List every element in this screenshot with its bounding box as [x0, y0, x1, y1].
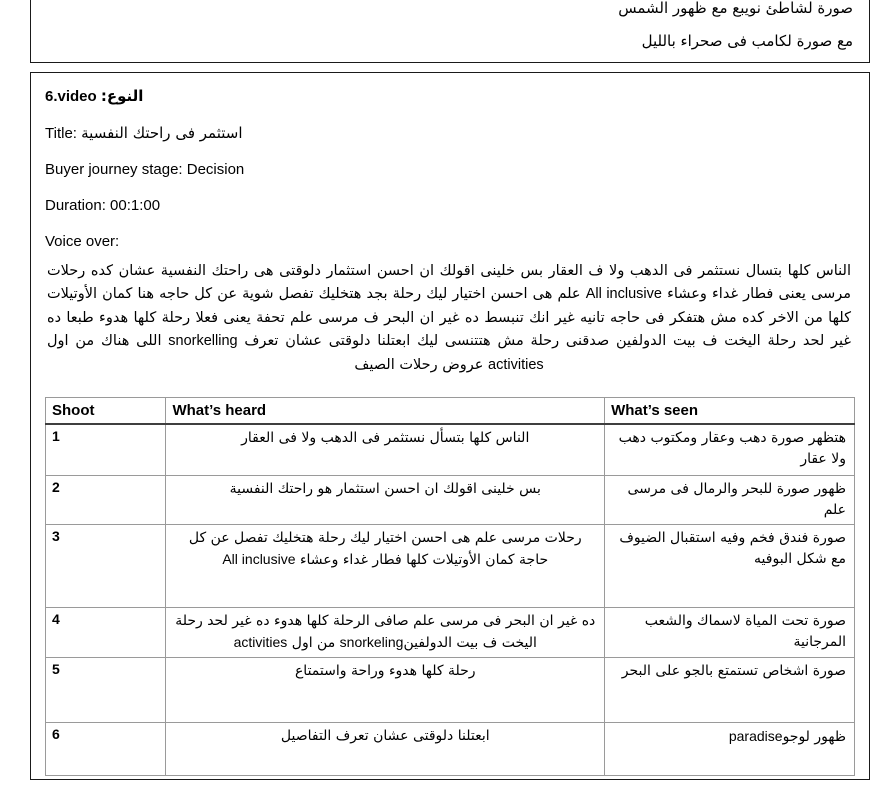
shoot-table-head: [46, 398, 855, 425]
cell-shoot-number: 6: [46, 723, 166, 776]
table-row: [46, 608, 855, 658]
cell-shoot-number: 1: [46, 424, 166, 476]
cell-whats-heard: [166, 525, 605, 608]
cell-shoot-number: 3: [46, 525, 166, 608]
cell-heard-inline-snorkeling: snorkeling: [339, 634, 404, 651]
cell-shoot-number: 5: [46, 658, 166, 723]
column-header-whats-heard: What’s heard: [166, 398, 605, 425]
shoot-table: [45, 397, 855, 776]
vo-part-1: الناس كلها بتسال نستثمر فى الدهب ولا ف العقار بس خلينى اقولك ان احسن استثمار دلوقتى هى راحتك النفسية عشان كده رحلات مرسى يعنى فطار غداء وعشاء: [47, 263, 852, 303]
vo-part-2: علم هى احسن اختيار ليك رحلة بجد هتخليك تفصل شوية عن كل حاجه هنا كمان الأوتيلات كلها من الاخر كده مش هتفكر فى حاجه تانيه غير انك تنبسط ده غير ان البحر ف مرسى علم تحفة يعنى فعلا رحلة كلها هدوء طبعا ده غير لحد رحلة اليخت ف بيت الدولفين صدقنى رحلة مش هتتنسى ليك ابعتلنا دلوقتى عشان تعرف: [47, 286, 851, 350]
column-header-whats-seen: What’s seen: [605, 398, 855, 425]
cell-whats-seen: [605, 723, 855, 776]
voice-over-text: [47, 260, 851, 383]
vo-part-3: اللى هناك من اول: [47, 333, 162, 350]
cell-whats-heard: الناس كلها بتسأل نستثمر فى الدهب ولا فى العقار: [166, 424, 605, 476]
buyer-journey-line: Buyer journey stage: Decision: [45, 161, 245, 178]
cell-seen-inline-paradise: paradise: [728, 728, 783, 745]
cell-whats-seen: صورة تحت المياة لاسماك والشعب المرجانية: [605, 608, 855, 658]
video-type-line: [45, 83, 855, 106]
cell-whats-seen: صورة اشخاص تستمتع بالجو على البحر: [605, 658, 855, 723]
cell-heard-tail: من اول: [291, 635, 336, 652]
cell-whats-heard: ابعتلنا دلوقتى عشان تعرف التفاصيل: [166, 723, 605, 776]
duration-line: Duration: 00:1:00: [45, 197, 161, 214]
title-value: استثمر فى راحتك النفسية: [81, 124, 243, 142]
vo-inline-snorkelling: snorkelling: [168, 333, 238, 350]
table-row: [46, 424, 855, 476]
table-row: [46, 476, 855, 525]
video-type-label-ar: النوع:: [100, 87, 144, 105]
shoot-table-body: [46, 424, 855, 776]
video-brief-box: [30, 72, 870, 780]
cell-heard-inline-all-inclusive: All inclusive: [222, 551, 296, 568]
column-header-shoot: Shoot: [46, 398, 166, 425]
cell-whats-seen: هتظهر صورة دهب وعقار ومكتوب دهب ولا عقار: [605, 424, 855, 476]
table-row: [46, 658, 855, 723]
table-header-row: [46, 398, 855, 425]
cell-whats-seen: ظهور صورة للبحر والرمال فى مرسى علم: [605, 476, 855, 525]
voice-over-label: Voice over:: [45, 233, 120, 250]
cell-heard-inline-activities: activities: [233, 634, 288, 651]
top-box-line-2: مع صورة لكامب فى صحراء بالليل: [641, 31, 853, 50]
table-row: [46, 525, 855, 608]
cell-shoot-number: 2: [46, 476, 166, 525]
cell-shoot-number: 4: [46, 608, 166, 658]
title-label: Title:: [45, 125, 77, 142]
table-row: [46, 723, 855, 776]
video-title-line: [45, 115, 855, 143]
top-continuation-box: [30, 0, 870, 63]
cell-heard-text: ده غير ان البحر فى مرسى علم صافى الرحلة كلها هدوء ده غير لحد رحلة اليخت ف بيت الدولفين: [175, 613, 596, 652]
cell-whats-seen: صورة فندق فخم وفيه استقبال الضيوف مع شكل البوفيه: [605, 525, 855, 608]
cell-heard-text: رحلات مرسى علم هى احسن اختيار ليك رحلة هتخليك تفصل عن كل حاجة كمان الأوتيلات كلها فطار غداء وعشاء: [188, 530, 582, 569]
top-box-content: [31, 0, 855, 58]
vo-part-4: عروض رحلات الصيف: [354, 356, 484, 373]
vo-inline-all-inclusive: All inclusive: [585, 286, 662, 303]
cell-whats-heard: [166, 608, 605, 658]
cell-whats-heard: بس خلينى اقولك ان احسن استثمار هو راحتك النفسية: [166, 476, 605, 525]
cell-whats-heard: رحلة كلها هدوء وراحة واستمتاع: [166, 658, 605, 723]
video-type-number: 6.video: [45, 88, 97, 105]
cell-seen-text: ظهور لوجو: [782, 729, 846, 746]
vo-inline-activities: activities: [488, 356, 544, 373]
top-box-line-1: صورة لشاطئ نويبع مع ظهور الشمس: [618, 0, 853, 17]
